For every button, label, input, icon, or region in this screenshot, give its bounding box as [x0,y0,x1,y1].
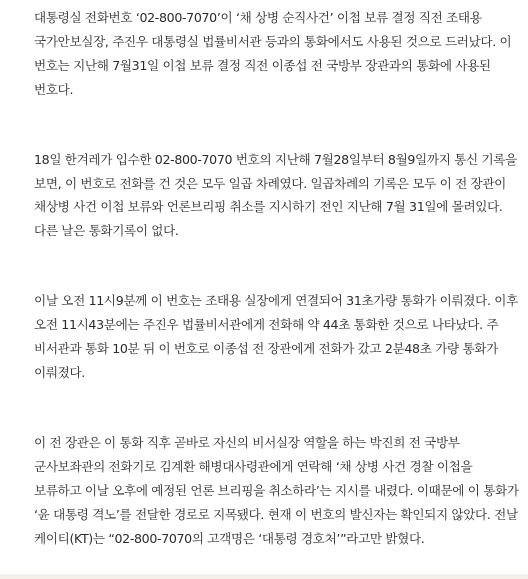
article-paragraph-2: 18일 한겨레가 입수한 02-800-7070 번호의 지난해 7월28일부터 8월9일까지 통신 기록을 보면, 이 번호로 전화를 건 것은 모두 일곱 차례였다. 일곱차례의 기록은 모두 이 전 장관이 채상병 사건 이첩 보류와 언론브리핑 취소를 지시하기 전인 지난해 7월 31일에 몰려있다. 다른 날은 통화기록이 없다. [34,151,517,239]
article-paragraph-1: 대통령실 전화번호 ‘02-800-7070’이 ‘채 상병 순직사건’ 이첩 보류 결정 직전 조태용 국가안보실장, 주진우 대통령실 법률비서관 등과의 통화에서도 사용된 것으로 드러났다. 이 번호는 지난해 7월31일 이첩 보류 결정 직전 이종섭 전 국방부 장관과의 통화에 사용된 번호다. [34,10,512,97]
page-bottom-edge [0,574,528,579]
article-body [34,6,520,550]
article-paragraph-3: 이날 오전 11시9분께 이 번호는 조태용 실장에게 연결되어 31초가량 통화가 이뤄졌다. 이후 오전 11시43분에는 주진우 법률비서관에게 전화해 약 44초 통화한 것으로 나타났다. 주 비서관과 통화 10분 뒤 이 번호로 이종섭 전 장관에게 전화가 갔고 2분48초 가량 통화가 이뤄졌다. [34,293,518,380]
article-paragraph-4: 이 전 장관은 이 통화 직후 곧바로 자신의 비서실장 역할을 하는 박진희 전 국방부 군사보좌관의 전화기로 김계환 해병대사령관에게 연락해 ‘채 상병 사건 경찰 이첩을 보류하고 이날 오후에 예정된 언론 브리핑을 취소하라’는 지시를 내렸다. 이때문에 이 통화가 ‘윤 대통령 격노’를 전달한 경로로 지목됐다. 현재 이 번호의 발신자는 확인되지 않았다. 전날 케이티(KT)는 “02-800-7070의 고객명은 ‘대통령 경호처’”라고만 밝혔다. [34,434,519,546]
